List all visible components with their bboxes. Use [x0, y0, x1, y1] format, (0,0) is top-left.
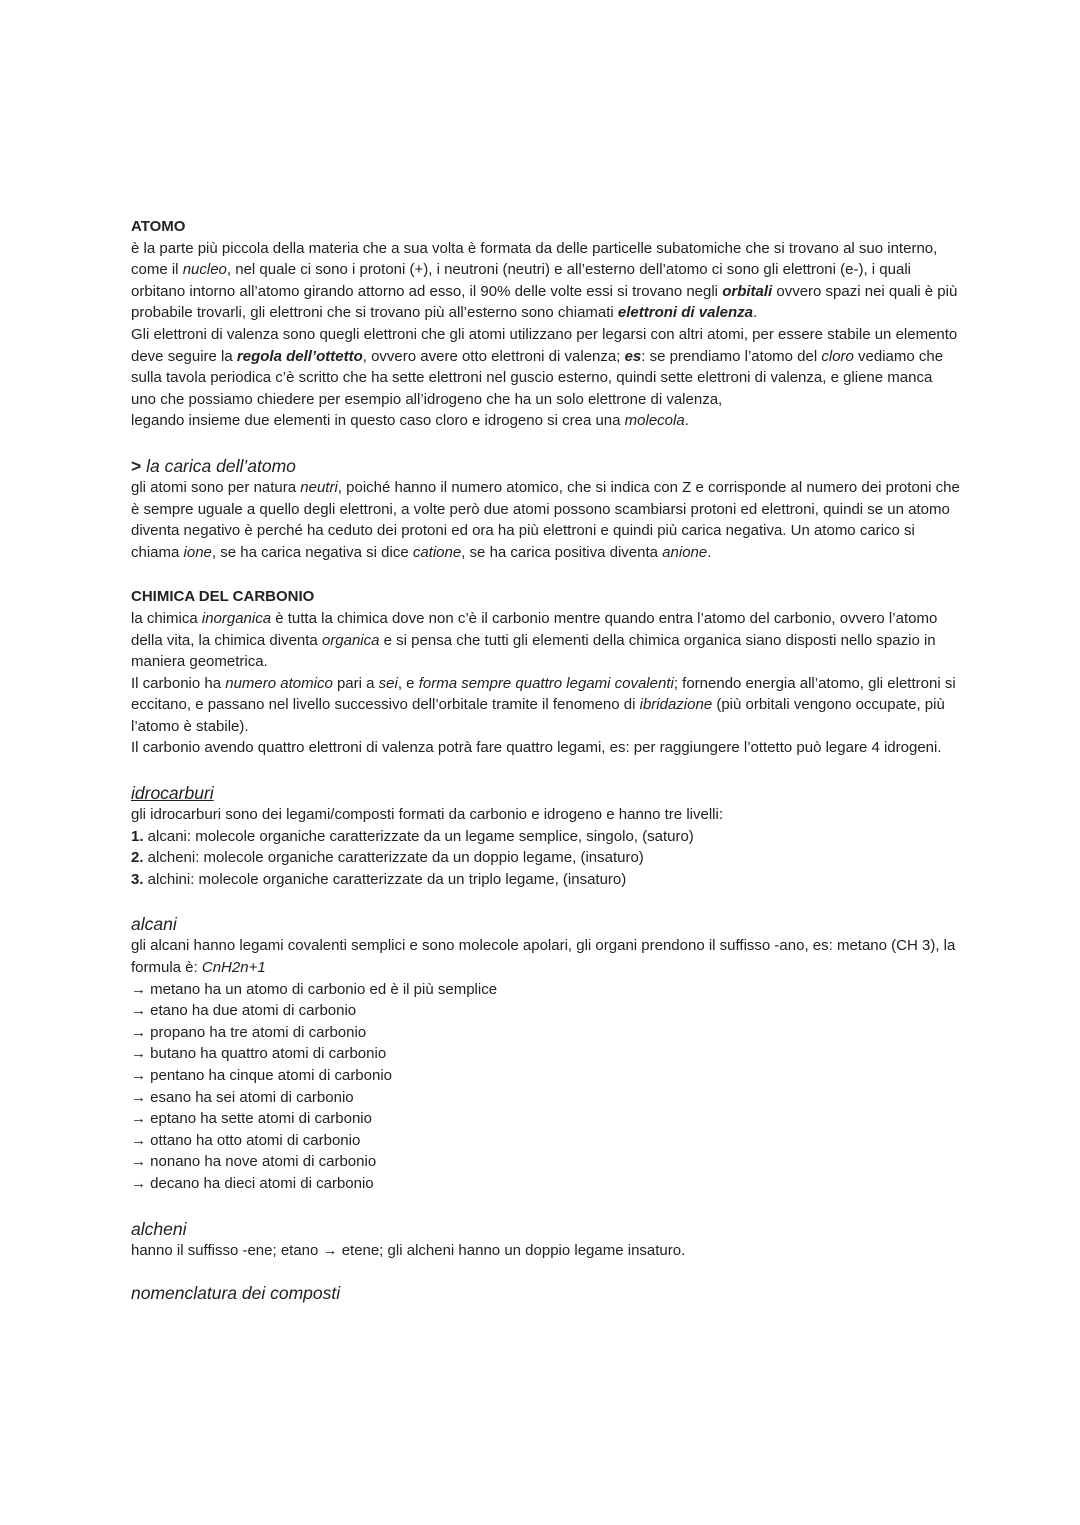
list-text: pentano ha cinque atomi di carbonio: [150, 1067, 393, 1084]
arrow-icon: →: [131, 1067, 151, 1084]
paragraph: [131, 238, 961, 324]
text-run: , se ha carica negativa si dice: [211, 543, 413, 561]
text-run: .: [752, 304, 758, 322]
text-run: Gli elettroni di valenza sono quegli elettroni che gli atomi utilizzano per legarsi con altri atomi, per essere stabile un elemento deve seguire la: [131, 325, 958, 365]
paragraph: [131, 737, 961, 759]
text-run: gli alcani hanno legami covalenti semplici e sono molecole apolari, gli organi prendono il suffisso -ano, es: metano (CH 3), la formula è:: [131, 937, 956, 977]
arrow-icon: →: [131, 1110, 151, 1128]
list-item: [131, 826, 961, 848]
idrocarburi-list: [131, 826, 961, 891]
list-item: [131, 847, 961, 869]
arrow-icon: →: [131, 1131, 151, 1149]
list-item: [131, 869, 961, 891]
text-run: e si pensa che tutti gli elementi della chimica organica siano disposti nello spazio in maniera geometrica.: [131, 631, 936, 671]
emphasis-text: cloro: [821, 347, 854, 365]
emphasis-text: orbitali: [722, 282, 773, 300]
list-text: propano ha tre atomi di carbonio: [150, 1023, 367, 1041]
heading-prefix: >: [131, 455, 147, 476]
list-text: metano ha un atomo di carbonio ed è il più semplice: [150, 980, 498, 998]
list-item: [131, 1173, 961, 1195]
text-run: : se prendiamo l’atomo del: [641, 347, 822, 365]
paragraph: [131, 673, 961, 738]
arrow-icon: →: [131, 1153, 151, 1171]
arrow-icon: →: [131, 1002, 151, 1020]
heading-text: la carica dell’atomo: [146, 455, 296, 476]
text-run: .: [684, 412, 689, 430]
list-item: [131, 1065, 961, 1087]
list-text: alcheni: molecole organiche caratterizzate da un doppio legame, (insaturo): [143, 849, 644, 867]
emphasis-text: elettroni di valenza: [617, 304, 753, 322]
text-run: ; fornendo energia all’atomo, gli elettroni si eccitano, e passano nel livello successivo dell’orbitale tramite il fenomeno di: [131, 674, 956, 714]
list-text: esano ha sei atomi di carbonio: [150, 1088, 354, 1106]
text-run: vediamo che sulla tavola periodica c’è scritto che ha sette elettroni nel guscio esterno, quindi sette elettroni di valenza, e gliene manca uno che possiamo chiedere per esempio all’idrogeno che ha un solo elettrone di valenza,: [131, 347, 944, 408]
list-item: [131, 1022, 961, 1044]
heading-carica-atomo: [131, 455, 961, 477]
heading-idrocarburi: idrocarburi: [131, 783, 214, 804]
paragraph: [131, 608, 961, 673]
paragraph: [131, 477, 961, 563]
heading-atomo: ATOMO: [131, 218, 186, 235]
paragraph: hanno il suffisso -ene; etano → etene; gli alcheni hanno un doppio legame insaturo.: [131, 1241, 686, 1259]
text-run: la chimica: [131, 609, 202, 627]
text-run: ovvero spazi nei quali è più probabile trovarli, gli elettroni che si trovano più all’esterno sono chiamati: [131, 282, 958, 322]
text-run: legando insieme due elementi in questo caso cloro e idrogeno si crea una: [131, 412, 625, 430]
emphasis-text: inorganica: [201, 609, 272, 627]
list-number: 1.: [131, 827, 144, 845]
text-run: , e: [397, 674, 419, 692]
arrow-icon: →: [131, 1023, 151, 1041]
text-run: è tutta la chimica dove non c’è il carbonio mentre quando entra l’atomo del carbonio, ovvero l’atomo della vita, la chimica diventa: [131, 609, 938, 649]
text-run: , se ha carica positiva diventa: [461, 543, 663, 561]
text-run: gli atomi sono per natura: [131, 478, 301, 496]
emphasis-text: ibridazione: [639, 696, 713, 714]
emphasis-text: es: [624, 347, 642, 365]
list-item: [131, 1043, 961, 1065]
list-item: [131, 1000, 961, 1022]
arrow-icon: →: [131, 980, 151, 998]
emphasis-text: neutri: [300, 478, 338, 496]
text-run: , poiché hanno il numero atomico, che si indica con Z e corrisponde al numero dei protoni che è sempre uguale a quello degli elettroni, a volte però due atomi possono scambiarsi protoni ed elettroni, quindi se un atomo diventa negativo è perché ha ceduto dei protoni ed ora ha più elettroni e quindi più carica negativa. Un atomo carico si chiama: [131, 478, 960, 561]
text-run: pari a: [332, 674, 379, 692]
text-run: (più orbitali vengono occupate, più l’atomo è stabile).: [131, 696, 945, 735]
document-page: [131, 216, 961, 1304]
list-item: [131, 1087, 961, 1109]
text-run: è la parte più piccola della materia che a sua volta è formata da delle particelle subatomiche che si trovano al suo interno, come il: [131, 239, 938, 279]
emphasis-text: molecola: [624, 412, 685, 430]
list-item: [131, 1108, 961, 1130]
emphasis-text: nucleo: [182, 261, 227, 279]
text-run: , nel quale ci sono i protoni (+), i neutroni (neutri) e all’esterno dell’atomo ci sono gli elettroni (e-), i quali orbitano intorno all’atomo girando attorno ad esso, il 90% delle volte essi si trovano negli: [131, 261, 911, 300]
emphasis-text: numero atomico: [225, 674, 333, 692]
emphasis-text: sei: [378, 674, 398, 692]
text-run: .: [707, 543, 712, 561]
text-run: Il carbonio ha: [131, 674, 226, 692]
paragraph: [131, 410, 961, 432]
heading-alcani: alcani: [131, 914, 177, 935]
heading-alcheni: alcheni: [131, 1218, 187, 1239]
emphasis-text: CnH2n+1: [201, 959, 266, 977]
list-text: ottano ha otto atomi di carbonio: [150, 1131, 361, 1149]
list-item: [131, 1130, 961, 1152]
heading-chimica-carbonio: CHIMICA DEL CARBONIO: [131, 588, 315, 606]
list-text: alchini: molecole organiche caratterizzate da un triplo legame, (insaturo): [143, 870, 627, 888]
list-text: alcani: molecole organiche caratterizzate da un legame semplice, singolo, (saturo): [143, 827, 694, 845]
emphasis-text: anione: [662, 543, 708, 561]
arrow-icon: →: [131, 1174, 151, 1192]
text-run: Il carbonio avendo quattro elettroni di valenza potrà fare quattro legami, es: per raggiungere l’ottetto può legare 4 idrogeni.: [131, 739, 942, 757]
paragraph: [131, 324, 961, 410]
list-text: eptano ha sette atomi di carbonio: [150, 1110, 372, 1128]
list-text: decano ha dieci atomi di carbonio: [150, 1174, 374, 1192]
heading-nomenclatura: nomenclatura dei composti: [131, 1283, 341, 1304]
emphasis-text: ione: [183, 543, 212, 561]
list-text: butano ha quattro atomi di carbonio: [150, 1045, 387, 1063]
list-number: 3.: [131, 870, 144, 888]
emphasis-text: organica: [321, 631, 380, 649]
paragraph: gli idrocarburi sono dei legami/composti formati da carbonio e idrogeno e hanno tre livelli:: [131, 806, 723, 824]
alcani-list: [131, 979, 961, 1195]
text-run: , ovvero avere otto elettroni di valenza;: [362, 347, 625, 365]
list-item: [131, 979, 961, 1001]
list-item: [131, 1151, 961, 1173]
emphasis-text: forma sempre quattro legami covalenti: [418, 674, 674, 692]
arrow-icon: →: [131, 1045, 151, 1063]
list-text: etano ha due atomi di carbonio: [150, 1002, 357, 1020]
arrow-icon: →: [131, 1088, 151, 1106]
emphasis-text: catione: [412, 543, 462, 561]
emphasis-text: regola dell’ottetto: [236, 347, 363, 365]
list-text: nonano ha nove atomi di carbonio: [150, 1153, 377, 1171]
list-number: 2.: [131, 849, 144, 867]
paragraph: [131, 935, 961, 978]
